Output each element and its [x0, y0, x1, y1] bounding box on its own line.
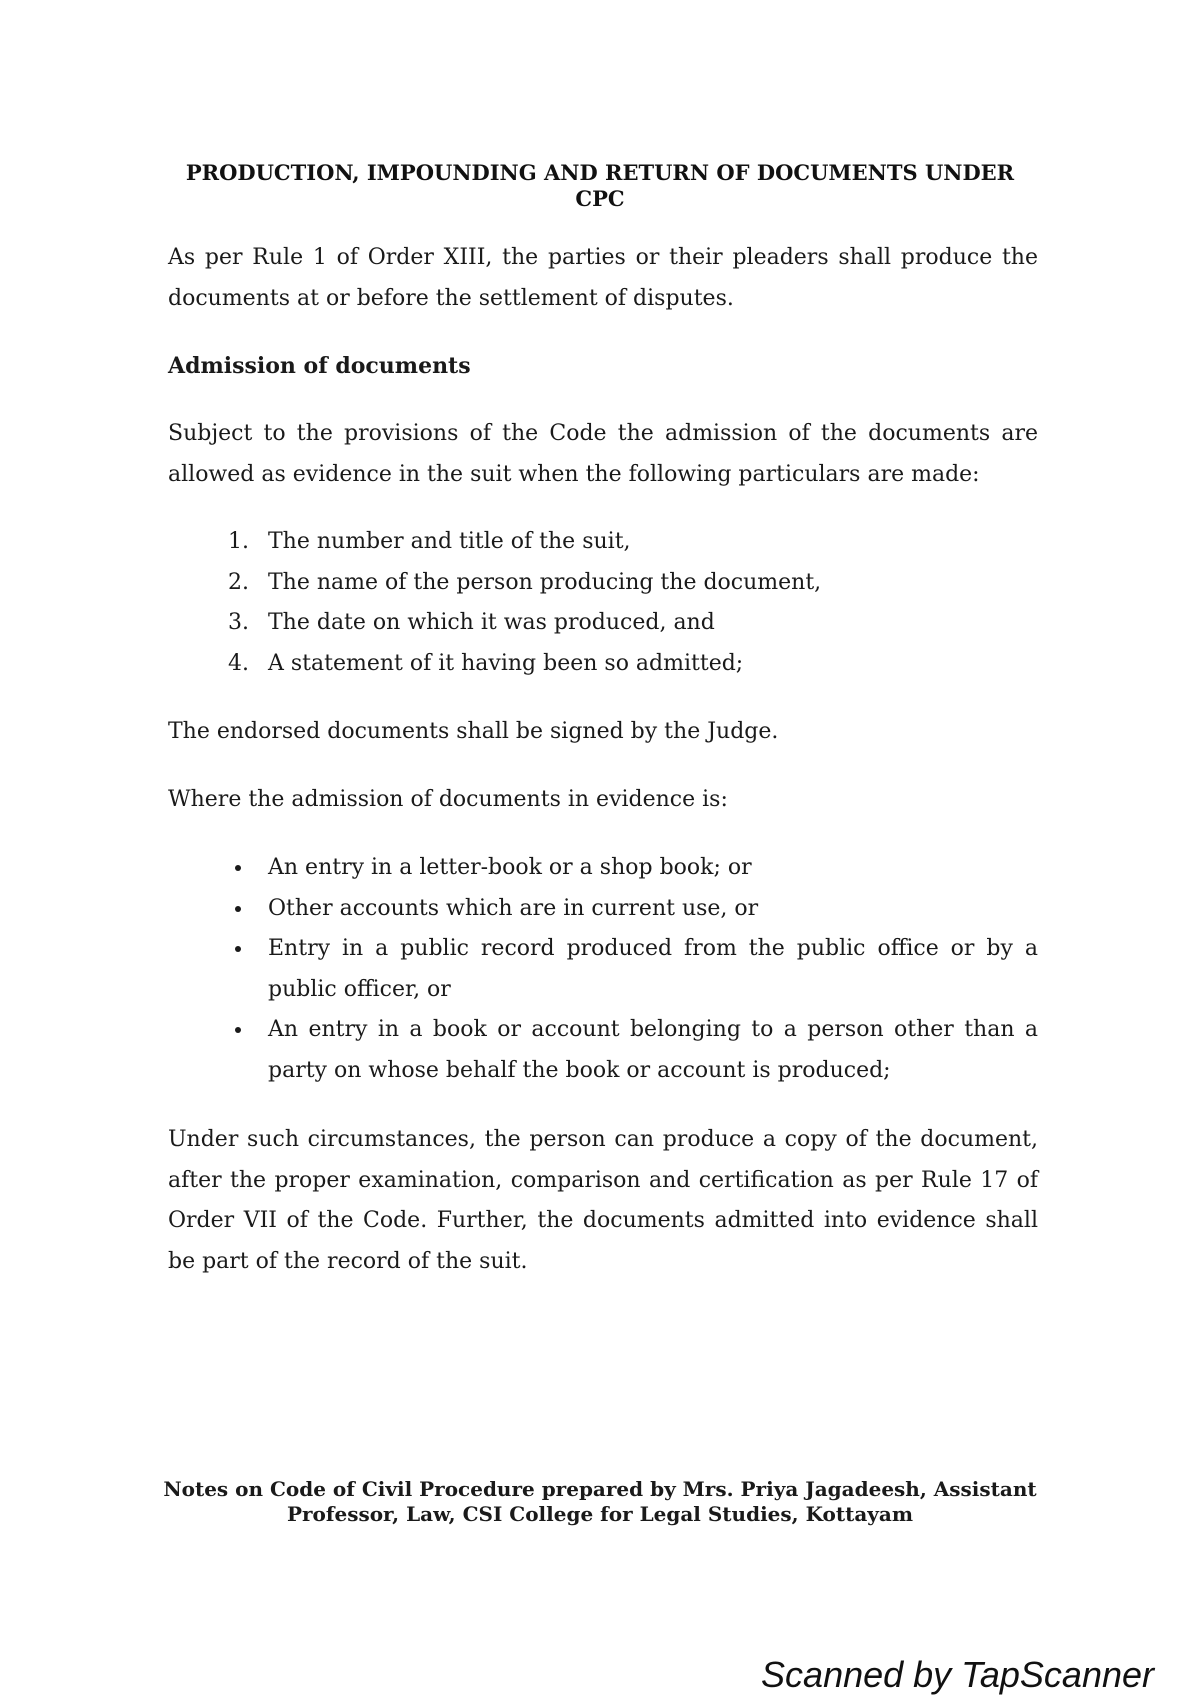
list-item [228, 563, 1038, 604]
list-item-text: An entry in a letter-book or a shop book; or [268, 855, 752, 880]
list-item-text: Entry in a public record produced from the public office or by a public officer, or [268, 936, 1038, 1002]
bullet-icon [235, 865, 241, 871]
list-item-text: The name of the person producing the document, [268, 569, 822, 595]
footer-credit [160, 1477, 1040, 1527]
particulars-list [228, 522, 1038, 684]
list-item-text: An entry in a book or account belonging to a person other than a party on whose behalf the book or account is produced; [268, 1017, 1038, 1083]
title-line-1: PRODUCTION, IMPOUNDING AND RETURN OF DOCUMENTS UNDER [185, 160, 1015, 185]
list-item [228, 1010, 1038, 1091]
bullet-icon [235, 946, 241, 952]
bullet-icon [235, 906, 241, 912]
section-intro-paragraph: Subject to the provisions of the Code the admission of the documents are allowed as evidence in the suit when the following particulars are made: [168, 421, 1038, 487]
list-item [228, 848, 1038, 889]
cases-list [228, 848, 1038, 1091]
list-number: 4. [228, 650, 249, 676]
list-item-text: Other accounts which are in current use, or [268, 895, 759, 921]
footer-line-2: Professor, Law, CSI College for Legal Studies, Kottayam [286, 1502, 914, 1526]
intro-paragraph: As per Rule 1 of Order XIII, the parties or their pleaders shall produce the documents at or before the settlement of disputes. [168, 245, 1038, 311]
list-item-text: The number and title of the suit, [268, 529, 631, 554]
list-item [228, 644, 1038, 685]
title-line-2: CPC [575, 186, 625, 211]
bullet-icon [235, 1027, 241, 1033]
endorsed-note: The endorsed documents shall be signed by the Judge. [168, 719, 779, 744]
section-heading: Admission of documents [168, 353, 471, 379]
list-item [228, 603, 1038, 644]
list-item [228, 889, 1038, 930]
footer-line-1: Notes on Code of Civil Procedure prepared by Mrs. Priya Jagadeesh, Assistant [163, 1477, 1037, 1501]
list-number: 1. [228, 529, 249, 554]
list-item [228, 929, 1038, 1010]
conclusion-paragraph: Under such circumstances, the person can produce a copy of the document, after the proper examination, comparison and certification as per Rule 17 of Order VII of the Code. Further, the documents admitted into evidence shall be part of the record of the suit. [168, 1127, 1038, 1274]
list-item-text: A statement of it having been so admitted; [268, 650, 744, 676]
scanner-watermark: Scanned by TapScanner [761, 1654, 1154, 1695]
list-number: 3. [228, 610, 249, 635]
document-title [170, 160, 1030, 212]
list-number: 2. [228, 569, 249, 595]
list-item-text: The date on which it was produced, and [268, 610, 715, 635]
list-item [228, 522, 1038, 563]
where-intro: Where the admission of documents in evidence is: [168, 787, 728, 812]
